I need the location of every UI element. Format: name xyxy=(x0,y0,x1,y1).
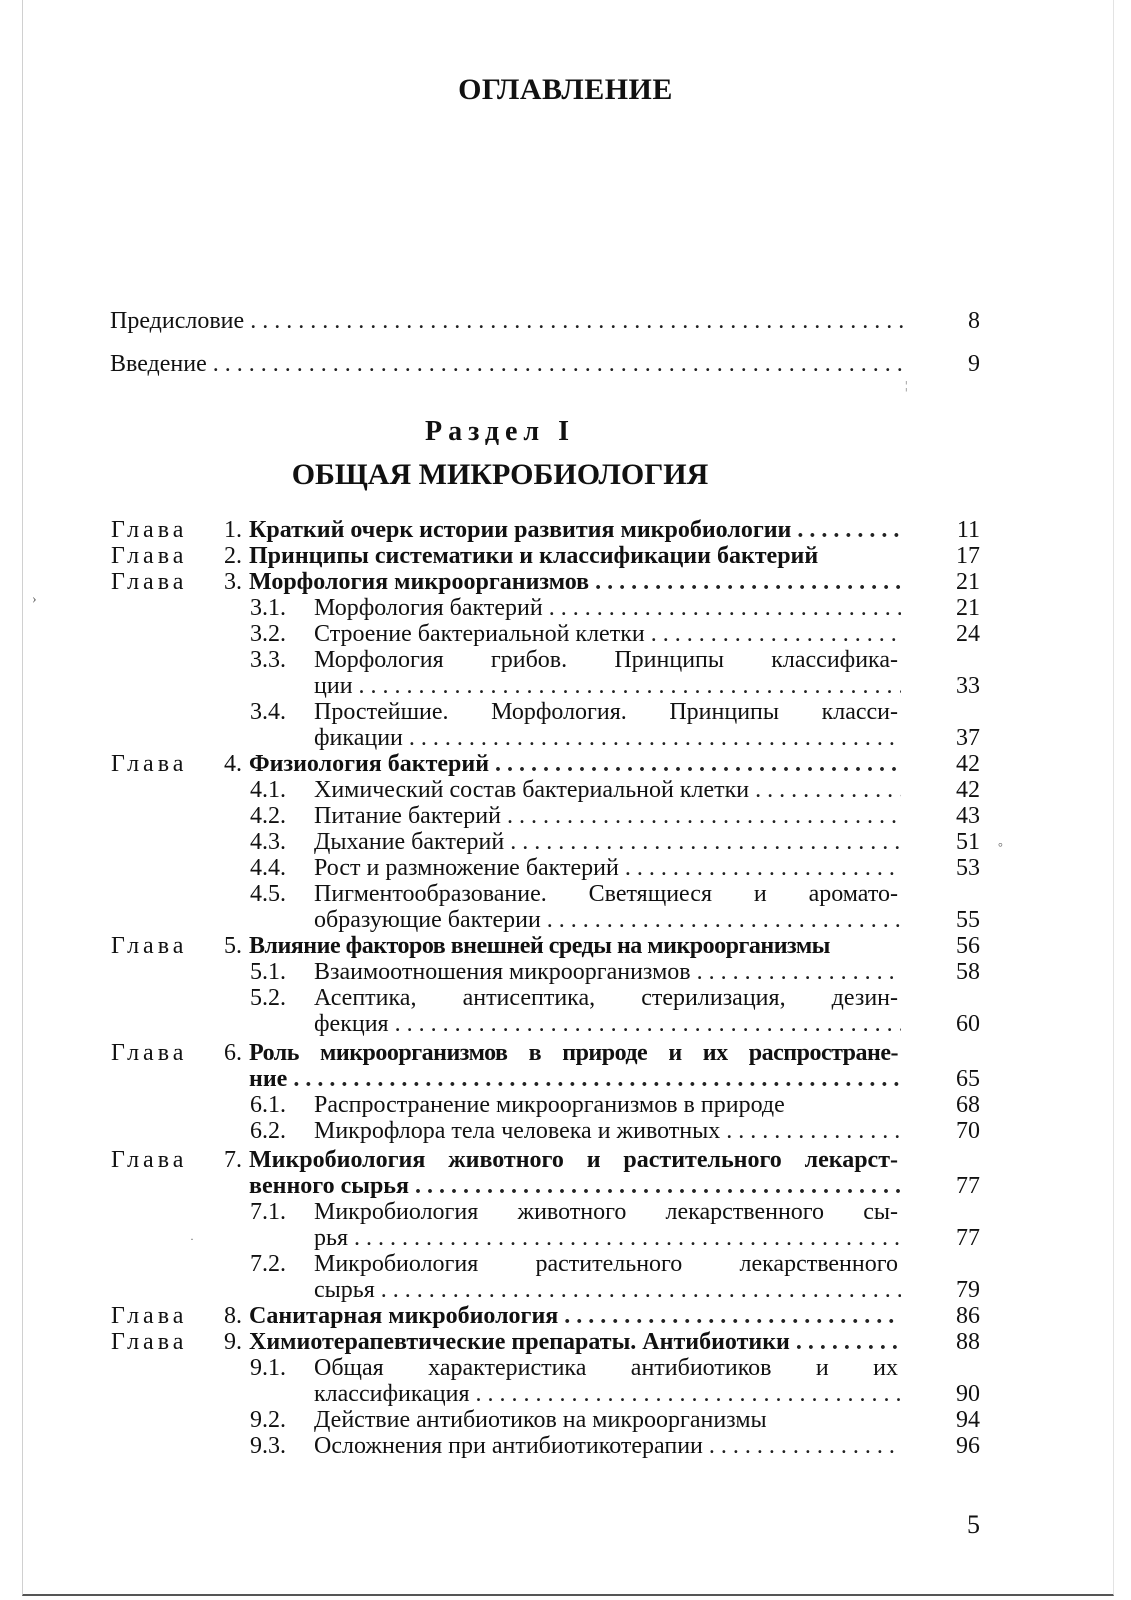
toc-subsection-5-2 xyxy=(314,1011,901,1037)
leader-dots xyxy=(709,1433,901,1459)
toc-chapter-6 xyxy=(249,1066,901,1092)
toc-subsection-9-1 xyxy=(314,1381,901,1407)
glava-label: Глава xyxy=(111,1147,188,1173)
toc-page-number: 58 xyxy=(956,959,980,985)
leader-dots xyxy=(595,569,901,595)
subsection-number: 6.1. xyxy=(250,1092,286,1118)
subsection-number: 4.5. xyxy=(250,881,286,907)
leader-dots xyxy=(549,595,901,621)
subsection-title: Строение бактериальной клетки xyxy=(314,621,645,647)
chapter-title-cont: ние xyxy=(249,1066,288,1092)
leader-dots xyxy=(726,1118,901,1144)
leader-dots xyxy=(755,777,901,803)
toc-entry-introduction xyxy=(110,351,910,377)
subsection-title-cont: сырья xyxy=(314,1277,375,1303)
toc-subsection-3-3 xyxy=(314,673,901,699)
glava-label: Глава xyxy=(111,751,188,777)
leader-dots xyxy=(495,751,901,777)
toc-page-number: 42 xyxy=(956,777,980,803)
scan-speck: › xyxy=(32,592,37,607)
glava-label: Глава xyxy=(111,569,188,595)
toc-chapter-3 xyxy=(249,569,901,595)
section-label: Раздел I xyxy=(424,416,576,447)
toc-page-number: 60 xyxy=(956,1011,980,1037)
page-title: ОГЛАВЛЕНИЕ xyxy=(458,73,673,106)
toc-entry-label: Предисловие xyxy=(110,308,245,334)
subsection-number: 9.1. xyxy=(250,1355,286,1381)
subsection-number: 7.2. xyxy=(250,1251,286,1277)
toc-page-number: 11 xyxy=(956,517,980,543)
subsection-number: 9.3. xyxy=(250,1433,286,1459)
subsection-number: 3.2. xyxy=(250,621,286,647)
subsection-number: 5.1. xyxy=(250,959,286,985)
subsection-title-cont: ции xyxy=(314,673,353,699)
subsection-title: Микрофлора тела человека и животных xyxy=(314,1118,721,1144)
subsection-title: Действие антибиотиков на микроорганизмы xyxy=(314,1407,767,1433)
leader-dots xyxy=(796,1329,901,1355)
toc-subsection-9-3 xyxy=(314,1433,901,1459)
toc-page-number: 79 xyxy=(956,1277,980,1303)
subsection-title-cont: рья xyxy=(314,1225,348,1251)
toc-chapter-4 xyxy=(249,751,901,777)
toc-page-number: 65 xyxy=(956,1066,980,1092)
scan-speck: ° xyxy=(998,840,1003,854)
scan-speck: ¦ xyxy=(905,378,908,392)
toc-page-number: 42 xyxy=(956,751,980,777)
subsection-title: Химический состав бактериальной клетки xyxy=(314,777,750,803)
subsection-title-cont: образующие бактерии xyxy=(314,907,541,933)
subsection-title: Общая характеристика антибиотиков и их xyxy=(314,1355,898,1381)
toc-page-number: 21 xyxy=(956,569,980,595)
leader-dots xyxy=(213,351,910,377)
chapter-title: Роль микроорганизмов в природе и их распростране- xyxy=(249,1040,898,1066)
toc-page-number: 56 xyxy=(956,933,980,959)
subsection-number: 4.2. xyxy=(250,803,286,829)
chapter-title: Микробиология животного и растительного лекарст- xyxy=(249,1147,898,1173)
leader-dots xyxy=(395,1011,901,1037)
toc-subsection-6-2 xyxy=(314,1118,901,1144)
chapter-number: 4. xyxy=(224,751,242,777)
subsection-title: Пигментообразование. Светящиеся и аромато- xyxy=(314,881,898,907)
leader-dots xyxy=(415,1173,901,1199)
toc-page-number: 77 xyxy=(956,1225,980,1251)
subsection-number: 5.2. xyxy=(250,985,286,1011)
toc-page-number: 43 xyxy=(956,803,980,829)
toc-subsection-4-4 xyxy=(314,855,901,881)
toc-page-number: 94 xyxy=(956,1407,980,1433)
subsection-title: Микробиология растительного лекарственного xyxy=(314,1251,898,1277)
toc-subsection-5-1 xyxy=(314,959,901,985)
toc-page-number: 24 xyxy=(956,621,980,647)
subsection-number: 4.1. xyxy=(250,777,286,803)
chapter-title: Санитарная микробиология xyxy=(249,1303,559,1329)
toc-page-number: 8 xyxy=(968,308,980,334)
toc-page-number: 77 xyxy=(956,1173,980,1199)
subsection-title: Распространение микроорганизмов в природе xyxy=(314,1092,785,1118)
chapter-number: 7. xyxy=(224,1147,242,1173)
toc-chapter-8 xyxy=(249,1303,901,1329)
toc-page-number: 96 xyxy=(956,1433,980,1459)
chapter-title: Химиотерапевтические препараты. Антибиотики xyxy=(249,1329,790,1355)
chapter-title-cont: венного сырья xyxy=(249,1173,409,1199)
leader-dots xyxy=(651,621,901,647)
leader-dots xyxy=(697,959,901,985)
toc-page-number: 33 xyxy=(956,673,980,699)
toc-page-number: 86 xyxy=(956,1303,980,1329)
chapter-number: 2. xyxy=(224,543,242,569)
toc-subsection-3-4 xyxy=(314,725,901,751)
leader-dots xyxy=(359,673,901,699)
toc-subsection-4-1 xyxy=(314,777,901,803)
toc-subsection-7-2 xyxy=(314,1277,901,1303)
chapter-number: 9. xyxy=(224,1329,242,1355)
subsection-number: 7.1. xyxy=(250,1199,286,1225)
leader-dots xyxy=(547,907,901,933)
toc-subsection-3-2 xyxy=(314,621,901,647)
chapter-title: Физиология бактерий xyxy=(249,751,490,777)
leader-dots xyxy=(250,308,910,334)
glava-label: Глава xyxy=(111,1303,188,1329)
chapter-number: 1. xyxy=(224,517,242,543)
subsection-number: 3.3. xyxy=(250,647,286,673)
chapter-title: Влияние факторов внешней среды на микроорганизмы xyxy=(249,933,830,959)
glava-label: Глава xyxy=(111,1040,188,1066)
toc-page-number: 9 xyxy=(968,351,980,377)
leader-dots xyxy=(409,725,901,751)
leader-dots xyxy=(510,829,901,855)
subsection-title: Асептика, антисептика, стерилизация, дезин- xyxy=(314,985,898,1011)
subsection-number: 9.2. xyxy=(250,1407,286,1433)
subsection-title: Дыхание бактерий xyxy=(314,829,505,855)
subsection-title: Осложнения при антибиотикотерапии xyxy=(314,1433,703,1459)
chapter-number: 5. xyxy=(224,933,242,959)
toc-subsection-4-3 xyxy=(314,829,901,855)
subsection-title-cont: фекция xyxy=(314,1011,389,1037)
leader-dots xyxy=(564,1303,901,1329)
leader-dots xyxy=(797,517,901,543)
subsection-title: Микробиология животного лекарственного сы- xyxy=(314,1199,898,1225)
leader-dots xyxy=(625,855,901,881)
toc-page-number: 88 xyxy=(956,1329,980,1355)
subsection-number: 4.3. xyxy=(250,829,286,855)
toc-page-number: 37 xyxy=(956,725,980,751)
toc-subsection-7-1 xyxy=(314,1225,901,1251)
chapter-number: 3. xyxy=(224,569,242,595)
toc-page-number: 90 xyxy=(956,1381,980,1407)
chapter-number: 6. xyxy=(224,1040,242,1066)
subsection-title-cont: фикации xyxy=(314,725,403,751)
toc-page-number: 70 xyxy=(956,1118,980,1144)
toc-page-number: 68 xyxy=(956,1092,980,1118)
toc-page-number: 55 xyxy=(956,907,980,933)
toc-page-number: 21 xyxy=(956,595,980,621)
glava-label: Глава xyxy=(111,543,188,569)
leader-dots xyxy=(476,1381,901,1407)
toc-page-number: 51 xyxy=(956,829,980,855)
subsection-title: Морфология грибов. Принципы классифика- xyxy=(314,647,898,673)
subsection-number: 4.4. xyxy=(250,855,286,881)
toc-chapter-9 xyxy=(249,1329,901,1355)
glava-label: Глава xyxy=(111,933,188,959)
subsection-title: Взаимоотношения микроорганизмов xyxy=(314,959,691,985)
subsection-title: Питание бактерий xyxy=(314,803,501,829)
subsection-title: Морфология бактерий xyxy=(314,595,543,621)
toc-chapter-1 xyxy=(249,517,901,543)
subsection-title: Простейшие. Морфология. Принципы класси- xyxy=(314,699,898,725)
chapter-title: Краткий очерк истории развития микробиологии xyxy=(249,517,792,543)
subsection-title: Рост и размножение бактерий xyxy=(314,855,619,881)
section-title: ОБЩАЯ МИКРОБИОЛОГИЯ xyxy=(291,458,709,491)
subsection-number: 3.1. xyxy=(250,595,286,621)
chapter-title: Морфология микроорганизмов xyxy=(249,569,590,595)
toc-subsection-4-2 xyxy=(314,803,901,829)
subsection-number: 6.2. xyxy=(250,1118,286,1144)
leader-dots xyxy=(507,803,901,829)
page-number: 5 xyxy=(967,1510,980,1539)
subsection-title-cont: классификация xyxy=(314,1381,470,1407)
glava-label: Глава xyxy=(111,517,188,543)
toc-entry-label: Введение xyxy=(110,351,207,377)
toc-entry-preface xyxy=(110,308,910,334)
toc-page-number: 17 xyxy=(956,543,980,569)
glava-label: Глава xyxy=(111,1329,188,1355)
toc-chapter-7 xyxy=(249,1173,901,1199)
scan-speck: · xyxy=(190,1232,194,1246)
leader-dots xyxy=(381,1277,901,1303)
chapter-number: 8. xyxy=(224,1303,242,1329)
subsection-number: 3.4. xyxy=(250,699,286,725)
chapter-title: Принципы систематики и классификации бактерий xyxy=(249,543,819,569)
toc-subsection-3-1 xyxy=(314,595,901,621)
leader-dots xyxy=(354,1225,901,1251)
toc-page-number: 53 xyxy=(956,855,980,881)
toc-subsection-4-5 xyxy=(314,907,901,933)
leader-dots xyxy=(293,1066,901,1092)
